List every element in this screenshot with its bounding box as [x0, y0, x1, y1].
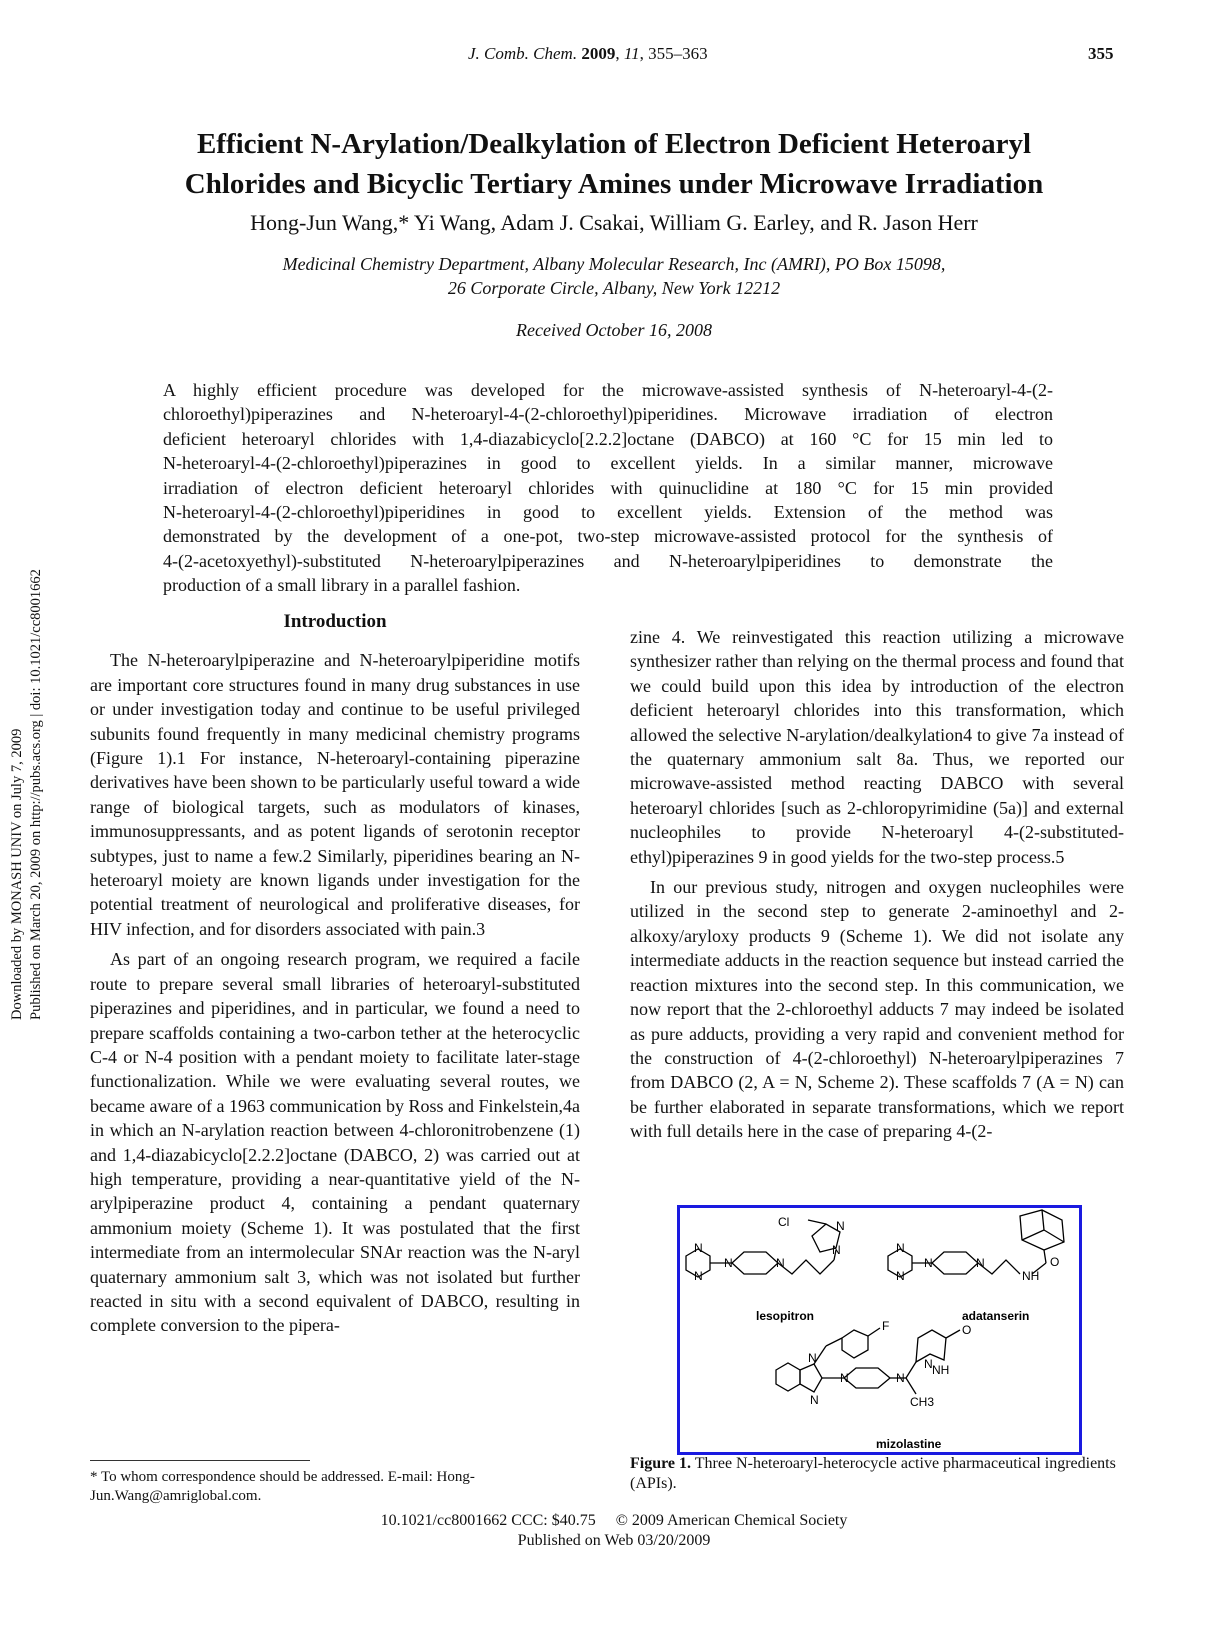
paragraph: In our previous study, nitrogen and oxygen nucleophiles were utilized in the second step to generate 2-aminoethyl and 2-alkoxy/aryloxy products 9 (Scheme 1). We did not isolate any intermediate adducts in the reaction sequence but instead carried the reaction mixtures into the second step. In this communication, we now report that the 2-chloroethyl adducts 7 may indeed be isolated as pure adducts, providing a very rapid and convenient method for the construction of 4-(2-chloroethyl) N-heteroarylpiperazines 7 from DABCO (2, A = N, Scheme 2). These scaffolds 7 (A = N) can be further elaborated in separate transformations, which we report with full details here in the case of preparing 4-(2- [630, 877, 1124, 1142]
atom-label: N [896, 1241, 905, 1255]
atom-label: O [962, 1323, 972, 1337]
abstract-line: A highly efficient procedure was developed for the microwave-assisted synthesis of N-heteroaryl-4-(2- [163, 380, 1053, 400]
abstract [163, 378, 1053, 598]
copyright: © 2009 American Chemical Society [615, 1512, 848, 1529]
atom-label: N [776, 1256, 785, 1270]
chemical-structures [680, 1208, 1079, 1452]
atom-label: N [694, 1269, 703, 1283]
atom-label: NH [932, 1363, 950, 1377]
paper-title [100, 124, 1128, 204]
affiliation-line-2: 26 Corporate Circle, Albany, New York 12212 [447, 278, 781, 298]
affiliation-line-1: Medicinal Chemistry Department, Albany Molecular Research, Inc (AMRI), PO Box 15098, [282, 254, 946, 274]
figure-caption-label: Figure 1. [630, 1455, 692, 1472]
journal-citation: J. Comb. Chem. 2009, 11, 355–363 [468, 44, 708, 63]
drug-label-lesopitron: lesopitron [756, 1309, 815, 1323]
benzene-ring [776, 1363, 800, 1391]
abstract-line: irradiation of electron deficient heteroaryl chlorides with quinuclidine at 180 °C for 15 min provided [163, 477, 1053, 498]
atom-label: N [896, 1269, 905, 1283]
paragraph: The N-heteroarylpiperazine and N-heteroarylpiperidine motifs are important core structures found in many drug substances in use or under investigation today and continue to be useful privileged subunits found frequently in many medicinal chemistry programs (Figure 1).1 For instance, N-heteroaryl-containing piperazine derivatives have been shown to be particularly useful toward a wide range of biological targets, such as modulators of kinases, immunosuppressants, and as potent ligands of serotonin receptor subtypes, just to name a few.2 Similarly, piperidines bearing an N-heteroaryl moiety are known ligands under investigation for the potential treatment of neurological and proliferative diseases, for HIV infection, and for disorders associated with pain.3 [90, 650, 580, 939]
side-line-1: Downloaded by MONASH UNIV on July 7, 2009 [9, 728, 25, 1020]
drug-label-mizolastine: mizolastine [876, 1437, 942, 1451]
paragraph: As part of an ongoing research program, we required a facile route to prepare several small libraries of heteroaryl-substituted piperazines and piperidines, and in particular, we found a need to prepare scaffolds containing a two-carbon tether at the heterocyclic C-4 or N-4 position with a pendant moiety to facilitate later-stage functionalization. While we were evaluating several routes, we became aware of a 1963 communication by Ross and Finkelstein,4a in which an N-arylation reaction between 4-chloronitrobenzene (1) and 1,4-diazabicyclo[2.2.2]octane (DABCO, 2) was carried out at high temperature, providing a near-quantitative yield of the N-arylpiperazine product 4, containing a pendant quaternary ammonium moiety (Scheme 1). It was postulated that the first intermediate from an intermolecular SNAr reaction was the N-aryl quaternary ammonium salt 3, which was not isolated but further reacted in situ with a second equivalent of DABCO, resulting in complete conversion to the pipera- [90, 949, 580, 1336]
atom-label: N [724, 1256, 733, 1270]
abstract-line: 4-(2-acetoxyethyl)-substituted N-heteroarylpiperazines and N-heteroarylpiperidines to demonstrate the [163, 550, 1053, 571]
figure-1 [677, 1205, 1082, 1455]
doi-cost: 10.1021/cc8001662 CCC: $40.75 [380, 1512, 596, 1529]
title-line-1: Efficient N-Arylation/Dealkylation of Electron Deficient Heteroaryl [196, 128, 1032, 160]
author-list: Hong-Jun Wang,* Yi Wang, Adam J. Csakai, William G. Earley, and R. Jason Herr [250, 210, 978, 235]
atom-label: N [924, 1256, 933, 1270]
figure-caption-text: Three N-heteroaryl-heterocycle active pharmaceutical ingredients (APIs). [630, 1455, 1116, 1492]
abstract-line: production of a small library in a parallel fashion. [163, 575, 521, 596]
published-on-web: Published on Web 03/20/2009 [517, 1532, 711, 1549]
abstract-line: N-heteroaryl-4-(2-chloroethyl)piperazines in good to excellent yields. In a similar manner, microwave [163, 453, 1053, 474]
atom-label: NH [1022, 1269, 1040, 1283]
atom-label: N [896, 1371, 905, 1385]
right-column [630, 625, 1124, 1144]
left-column [90, 610, 580, 1338]
abstract-line: demonstrated by the development of a one-pot, two-step microwave-assisted protocol for the synthesis of [163, 526, 1053, 547]
journal-year: 2009 [581, 44, 616, 63]
received-date: Received October 16, 2008 [516, 320, 712, 340]
page-number: 355 [1088, 44, 1114, 63]
atom-label: N [840, 1371, 849, 1385]
title-line-2: Chlorides and Bicyclic Tertiary Amines under Microwave Irradiation [184, 168, 1044, 200]
doi-line [100, 1512, 1128, 1530]
atom-label: N [924, 1357, 933, 1371]
atom-label: O [1050, 1255, 1060, 1269]
atom-label: N [810, 1393, 819, 1407]
atom-label: N [694, 1241, 703, 1255]
atom-label: F [882, 1319, 890, 1333]
imidazole-ring [800, 1364, 822, 1392]
side-download-notice [8, 400, 46, 1020]
paragraph: zine 4. We reinvestigated this reaction utilizing a microwave synthesizer rather than relying on the thermal process and found that we could build upon this idea by introduction of the electron deficient heteroaryl chlorides into this transformation, which allowed the selective N-arylation/dealkylation4 to give 7a instead of the quaternary ammonium salt 8a. Thus, we reported our microwave-assisted method reacting DABCO with several heteroaryl chlorides [such as 2-chloropyrimidine (5a)] and external nucleophiles to provide N-heteroaryl 4-(2-substituted-ethyl)piperazines 9 in good yields for the two-step process.5 [630, 627, 1124, 867]
fluorophenyl-ring [842, 1330, 868, 1358]
section-heading-introduction: Introduction [283, 611, 387, 632]
footnote-divider [90, 1460, 310, 1461]
drug-label-adatanserin: adatanserin [962, 1309, 1030, 1323]
atom-label: N [836, 1219, 845, 1233]
atom-label: N [832, 1243, 841, 1257]
piperazine-ring [932, 1252, 978, 1274]
journal-pages: 355–363 [648, 44, 708, 63]
figure-caption [630, 1454, 1124, 1494]
piperazine-ring [732, 1252, 778, 1274]
footnote: * To whom correspondence should be addressed. E-mail: Hong-Jun.Wang@amriglobal.com. [90, 1469, 475, 1504]
abstract-line: chloroethyl)piperazines and N-heteroaryl-4-(2-chloroethyl)piperidines. Microwave irradiation of electron [163, 404, 1053, 425]
journal-volume: 11 [623, 44, 640, 63]
side-line-2: Published on March 20, 2009 on http://pubs.acs.org | doi: 10.1021/cc8001662 [28, 569, 44, 1020]
atom-label: CH3 [910, 1395, 935, 1409]
atom-label: Cl [778, 1215, 790, 1229]
journal-name: J. Comb. Chem. [468, 44, 578, 63]
atom-label: N [808, 1351, 817, 1365]
abstract-line: deficient heteroaryl chlorides with 1,4-diazabicyclo[2.2.2]octane (DABCO) at 160 °C for 15 min led to [163, 428, 1053, 449]
affiliation [100, 252, 1128, 300]
abstract-line: N-heteroaryl-4-(2-chloroethyl)piperidines in good to excellent yields. Extension of the method was [163, 502, 1053, 523]
piperidine-ring [844, 1368, 890, 1388]
atom-label: N [976, 1256, 985, 1270]
